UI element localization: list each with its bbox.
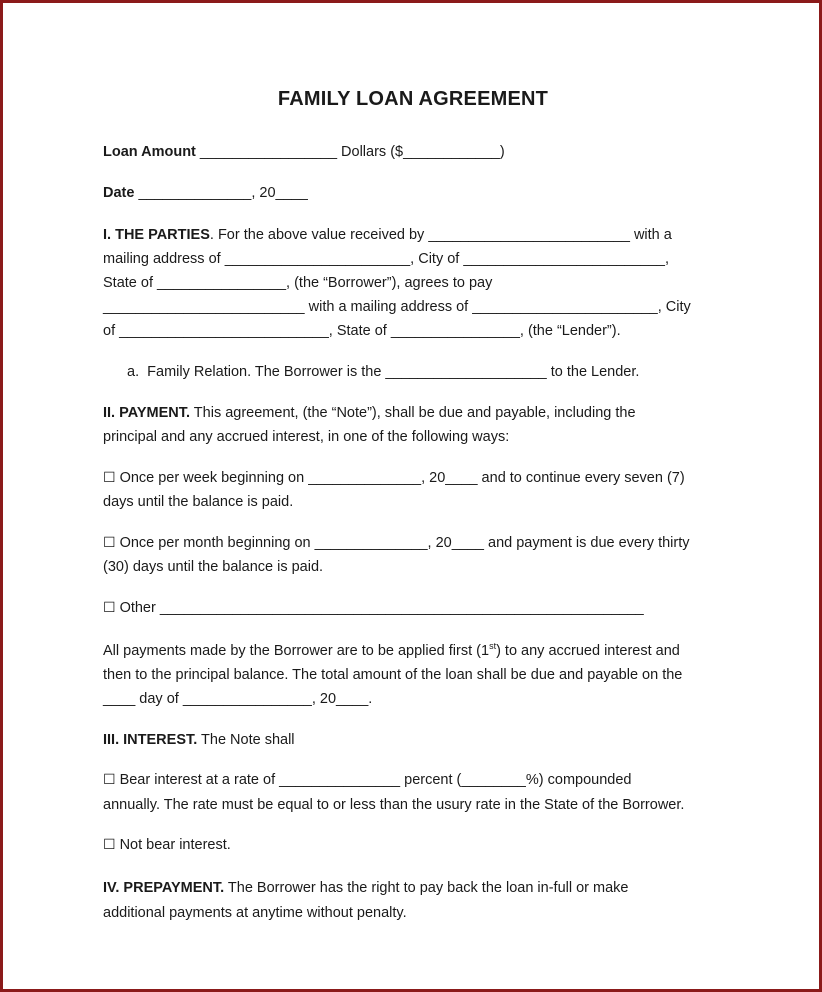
not-bear-interest-text: Not bear interest. [119,837,231,853]
option-weekly-line-2: days until the balance is paid. [103,494,294,510]
payment-heading: II. PAYMENT. [103,405,191,421]
parties-line-3: State of ________________, (the “Borrower”), agrees to pay [103,275,493,291]
bear-interest-checkbox[interactable]: ☐ [103,772,116,788]
applied-superscript: st [489,641,497,652]
parties-heading: I. THE PARTIES [103,227,210,243]
parties-line-1 [103,223,672,247]
bear-interest-text: Bear interest at a rate of _______________ percent (________%) compounded [119,772,632,788]
option-bear-interest-line-2: annually. The rate must be equal to or less than the usury rate in the State of the Borrower. [103,797,685,813]
prepayment-heading: IV. PREPAYMENT. [103,880,225,896]
prepayment-line-1 [103,876,629,900]
interest-heading: III. INTEREST. [103,732,198,748]
option-other [103,596,644,620]
other-checkbox[interactable]: ☐ [103,600,116,616]
document-title: FAMILY LOAN AGREEMENT [277,88,549,110]
option-monthly-line-2: (30) days until the balance is paid. [103,559,324,575]
payment-line-2: principal and any accrued interest, in one of the following ways: [103,429,510,445]
applied-text-b: ) to any accrued interest and [496,643,680,659]
interest-line-1 [103,728,295,752]
loan-amount-label: Loan Amount [103,144,196,160]
parties-line-4: _________________________ with a mailing address of _______________________, City [103,299,691,315]
prepayment-line-2: additional payments at anytime without penalty. [103,905,407,921]
family-relation-line: a. Family Relation. The Borrower is the ____________________ to the Lender. [127,364,640,380]
applied-line-3: ____ day of ________________, 20____. [103,691,373,707]
applied-line-2: then to the principal balance. The total amount of the loan shall be due and payable on the [103,667,683,683]
parties-line-5: of __________________________, State of ________________, (the “Lender”). [103,323,621,339]
date-line [103,181,308,205]
weekly-checkbox[interactable]: ☐ [103,470,116,486]
option-weekly [103,466,685,490]
monthly-checkbox[interactable]: ☐ [103,535,116,551]
monthly-text: Once per month beginning on ______________, 20____ and payment is due every thirty [119,535,690,551]
option-bear-interest [103,768,631,792]
interest-text: The Note shall [197,732,295,748]
payment-text: This agreement, (the “Note”), shall be due and payable, including the [190,405,636,421]
applied-text-a: All payments made by the Borrower are to be applied first (1 [103,643,490,659]
payment-line-1 [103,401,636,425]
loan-amount-line [103,140,505,164]
option-monthly [103,531,690,555]
not-bear-interest-checkbox[interactable]: ☐ [103,837,116,853]
date-blanks: ______________, 20____ [134,185,308,201]
weekly-text: Once per week beginning on ______________, 20____ and to continue every seven (7) [119,470,685,486]
date-label: Date [103,185,135,201]
other-text: Other ____________________________________________________________ [119,600,644,616]
option-not-bear-interest [103,833,231,857]
prepayment-text: The Borrower has the right to pay back the loan in-full or make [224,880,629,896]
loan-amount-blanks: _________________ Dollars ($____________) [195,144,505,160]
parties-text: . For the above value received by _________________________ with a [209,227,672,243]
applied-line-1 [103,639,680,663]
parties-line-2: mailing address of _______________________, City of _________________________, [103,251,669,267]
